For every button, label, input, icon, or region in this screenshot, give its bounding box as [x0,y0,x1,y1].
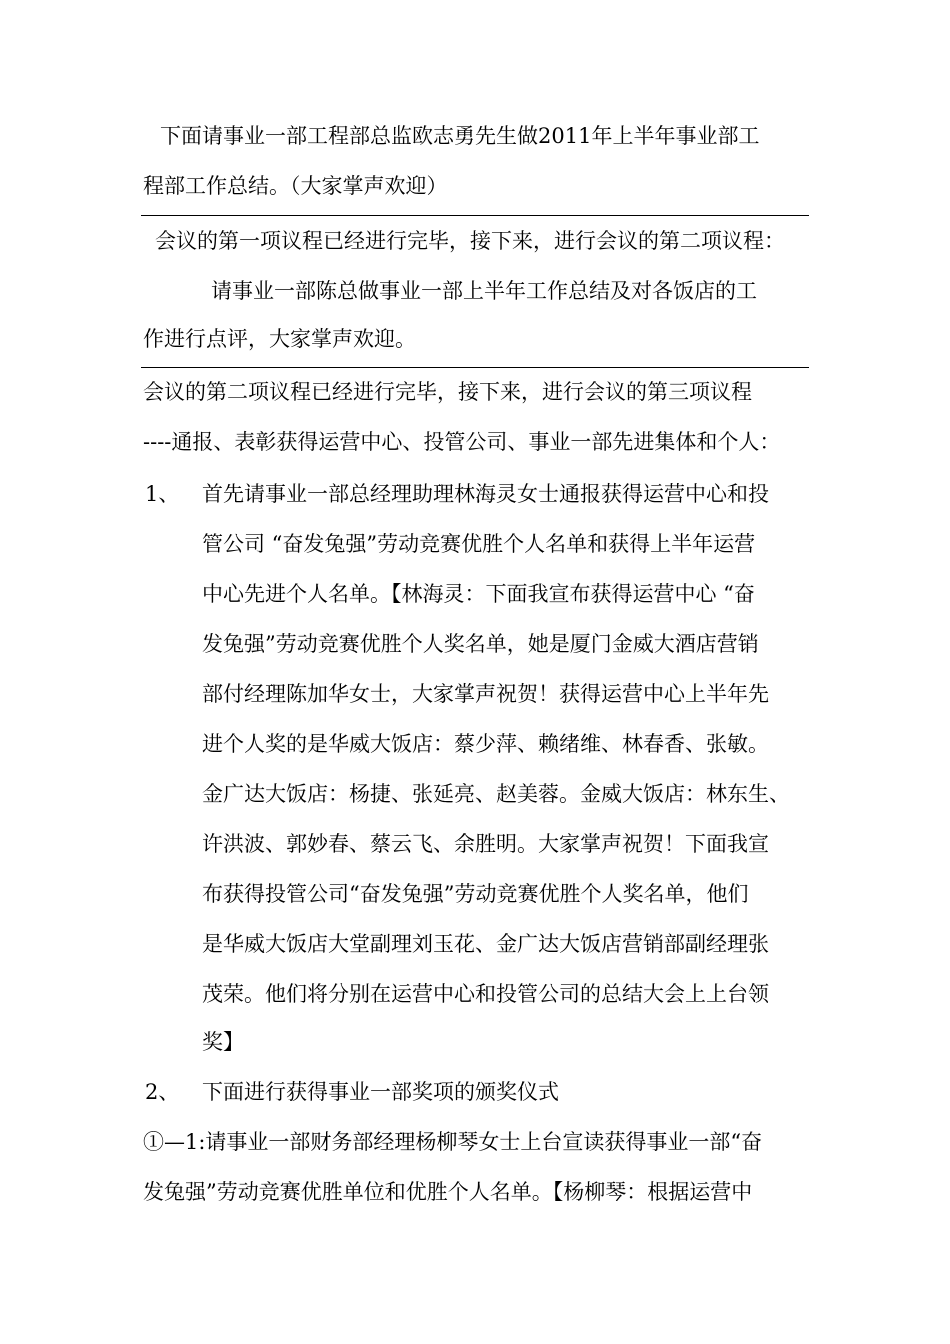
list-item-2-line-1: 下面进行获得事业一部奖项的颁奖仪式 [202,1080,559,1104]
paragraph-5-line-1: ①—1:请事业一部财务部经理杨柳琴女士上台宣读获得事业一部“奋 [143,1130,763,1154]
list-item-1-line-5: 部付经理陈加华女士，大家掌声祝贺！获得运营中心上半年先 [202,682,769,706]
list-item-1-line-7: 金广达大饭店：杨捷、张延亮、赵美蓉。金威大饭店：林东生、 [202,782,790,806]
paragraph-3-line-1: 请事业一部陈总做事业一部上半年工作总结及对各饭店的工 [211,279,757,303]
list-item-1-line-10: 是华威大饭店大堂副理刘玉花、金广达大饭店营销部副经理张 [202,932,769,956]
paragraph-3-line-2: 作进行点评，大家掌声欢迎。 [143,327,416,351]
list-item-1-line-12: 奖】 [202,1030,244,1054]
list-item-1-line-11: 茂荣。他们将分别在运营中心和投管公司的总结大会上上台领 [202,982,769,1006]
paragraph-4-line-2: ----通报、表彰获得运营中心、投管公司、事业一部先进集体和个人： [143,430,781,454]
paragraph-5-line-2: 发兔强”劳动竞赛优胜单位和优胜个人名单。【杨柳琴：根据运营中 [143,1180,753,1204]
list-item-1-line-4: 发兔强”劳动竞赛优胜个人奖名单，她是厦门金威大酒店营销 [202,632,759,656]
paragraph-2-line-1: 会议的第一项议程已经进行完毕，接下来，进行会议的第二项议程： [155,229,785,253]
list-item-number: 1、 [145,482,180,506]
paragraph-1-line-1: 下面请事业一部工程部总监欧志勇先生做2011年上半年事业部工 [160,124,760,148]
list-item-1-line-3: 中心先进个人名单。【林海灵：下面我宣布获得运营中心 “奋 [202,582,755,606]
list-item-number: 2、 [145,1080,180,1104]
paragraph-4-line-1: 会议的第二项议程已经进行完毕，接下来，进行会议的第三项议程 [143,380,752,404]
list-item-1-line-2: 管公司 “奋发兔强”劳动竞赛优胜个人名单和获得上半年运营 [202,532,756,556]
section-divider [141,215,809,216]
list-item-1-line-1: 首先请事业一部总经理助理林海灵女士通报获得运营中心和投 [202,482,769,506]
list-item-1-line-8: 许洪波、郭妙春、蔡云飞、余胜明。大家掌声祝贺！下面我宣 [202,832,769,856]
list-item-1-line-9: 布获得投管公司“奋发兔强”劳动竞赛优胜个人奖名单，他们 [202,882,749,906]
list-item-1-line-6: 进个人奖的是华威大饭店：蔡少萍、赖绪维、林春香、张敏。 [202,732,769,756]
section-divider [141,367,809,368]
paragraph-1-line-2: 程部工作总结。（大家掌声欢迎） [143,174,448,198]
